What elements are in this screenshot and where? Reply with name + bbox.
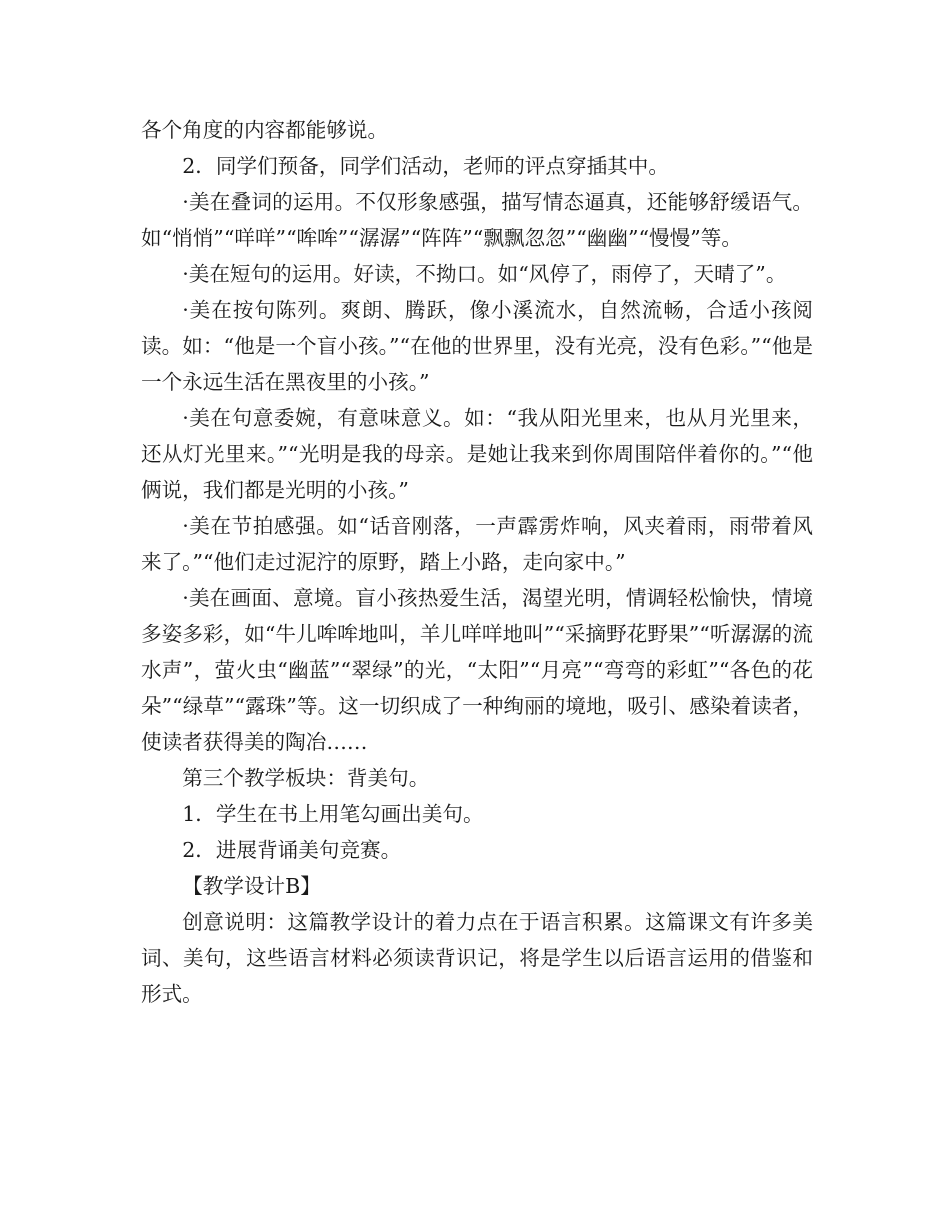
paragraph-creative-note: 创意说明：这篇教学设计的着力点在于语言积累。这篇课文有许多美词、美句，这些语言材料必须读背识记，将是学生以后语言运用的借鉴和形式。 <box>141 910 813 1006</box>
paragraph-bullet-sentence-meaning: ·美在句意委婉，有意味意义。如：“我从阳光里来，也从月光里来，还从灯光里来。”“光明是我的母亲。是她让我来到你周围陪伴着你的。”“他俩说，我们都是光明的小孩。” <box>141 406 813 502</box>
paragraph-bullet-reduplication: ·美在叠词的运用。不仅形象感强，描写情态逼真，还能够舒缓语气。如“悄悄”“咩咩”“哞哞”“潺潺”“阵阵”“飘飘忽忽”“幽幽”“慢慢”等。 <box>141 190 813 250</box>
paragraph-step-1-underline: 1．学生在书上用笔勾画出美句。 <box>182 802 484 826</box>
paragraph-continuation: 各个角度的内容都能够说。 <box>141 118 389 142</box>
paragraph-section-three: 第三个教学板块：背美句。 <box>182 766 430 790</box>
paragraph-bullet-imagery: ·美在画面、意境。盲小孩热爱生活，渴望光明，情调轻松愉快，情境多姿多彩，如“牛儿哞哞地叫，羊儿咩咩地叫”“采摘野花野果”“听潺潺的流水声”，萤火虫“幽蓝”“翠绿”的光，“太阳”“月亮”“弯弯的彩虹”“各色的花朵”“绿草”“露珠”等。这一切织成了一种绚丽的境地，吸引、感染着读者，使读者获得美的陶冶…… <box>141 586 813 754</box>
paragraph-bullet-rhythm: ·美在节拍感强。如“话音刚落，一声霹雳炸响，风夹着雨，雨带着风来了。”“他们走过泥泞的原野，踏上小路，走向家中。” <box>141 514 813 574</box>
paragraph-bullet-sentence-arrangement: ·美在按句陈列。爽朗、腾跃，像小溪流水，自然流畅，合适小孩阅读。如：“他是一个盲小孩。”“在他的世界里，没有光亮，没有色彩。”“他是一个永远生活在黑夜里的小孩。” <box>141 298 813 394</box>
paragraph-step-2: 2．同学们预备，同学们活动，老师的评点穿插其中。 <box>182 154 669 178</box>
document-page <box>141 112 813 1012</box>
paragraph-step-2-contest: 2．进展背诵美句竞赛。 <box>182 838 402 862</box>
paragraph-bullet-short-sentences: ·美在短句的运用。好读，不拗口。如“风停了，雨停了，天晴了”。 <box>182 262 787 286</box>
paragraph-heading-design-b: 【教学设计B】 <box>182 874 321 898</box>
